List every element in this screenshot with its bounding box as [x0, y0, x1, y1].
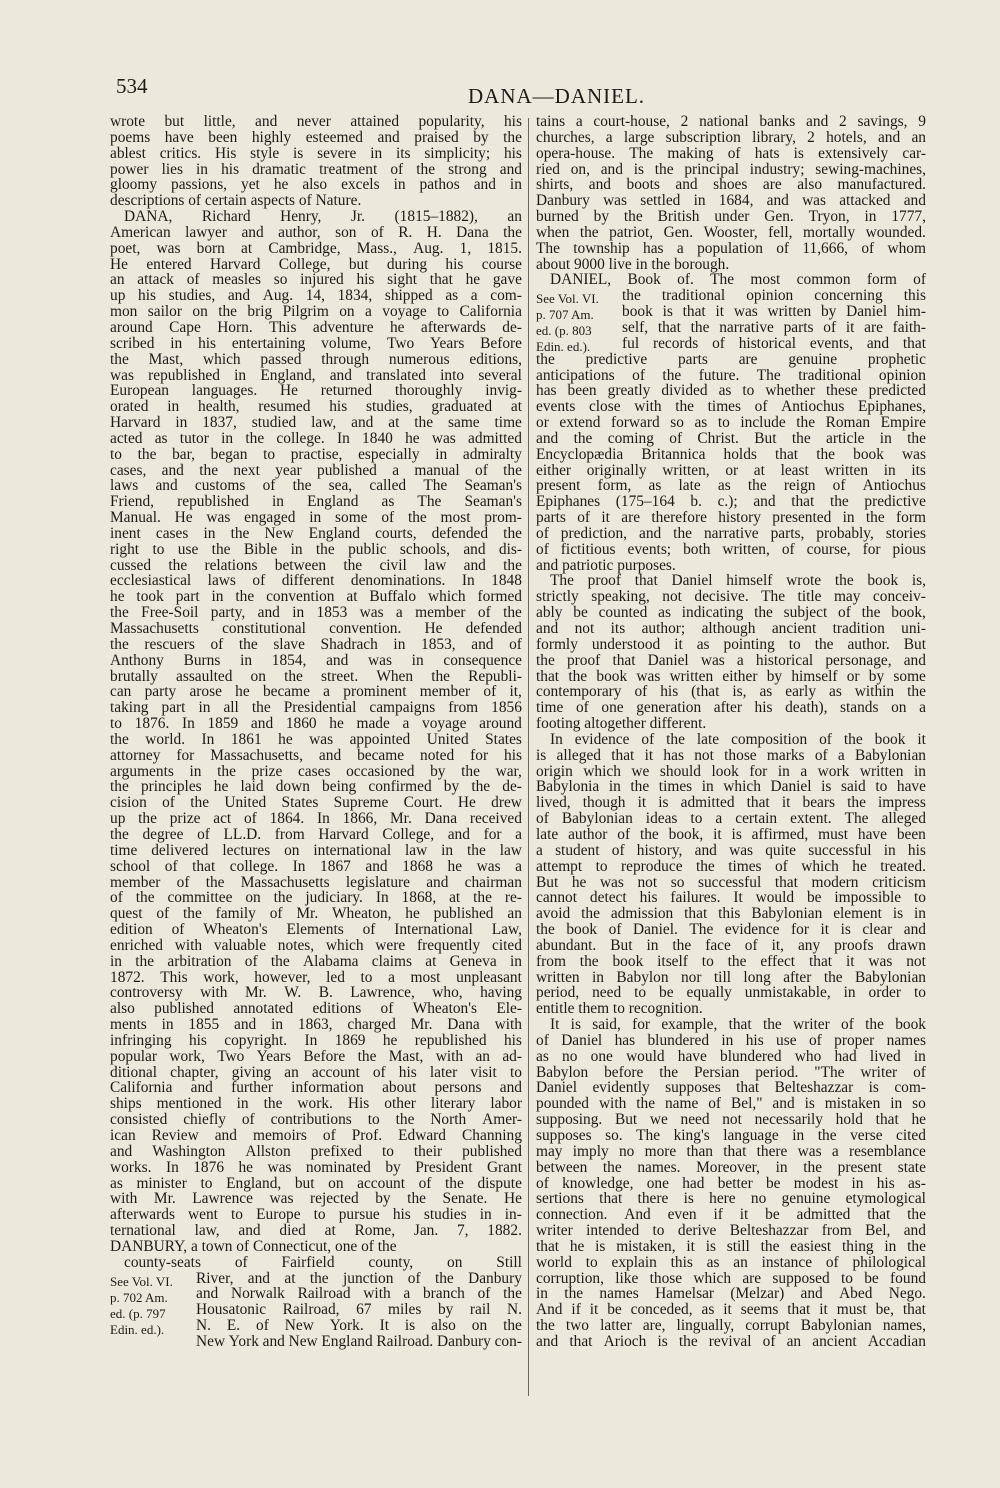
text-line: ful records of historical events, and that: [622, 334, 926, 352]
text-line: Epiphanes (175–164 b. c.); and that the predictive: [536, 493, 926, 511]
text-line: Babylon before the Persian period. "The writer of: [536, 1063, 926, 1081]
text-line: is alleged that it has not those marks of a Babylonian: [536, 746, 926, 764]
text-line: American lawyer and author, son of R. H. Dana the: [110, 223, 522, 241]
text-line: contemporary of his (that is, as early as within the: [536, 683, 926, 701]
text-line: also published annotated editions of Wheaton's Ele-: [110, 1000, 522, 1018]
text-line: an attack of measles so injured his sight that he gave: [110, 271, 522, 289]
text-line: that the book was written either by himself or by some: [536, 667, 926, 685]
text-line: Encyclopædia Britannica holds that the book was: [536, 445, 926, 463]
text-line: opera-house. The making of hats is extensively car-: [536, 144, 926, 162]
text-line: ternational law, and died at Rome, Jan. 7, 1882.: [110, 1222, 522, 1240]
text-line: and Norwalk Railroad with a branch of the: [196, 1285, 522, 1303]
text-line: supposing. But we need not necessarily hold that he: [536, 1111, 926, 1129]
text-line: Massachusetts constitutional convention. He defended: [110, 620, 522, 637]
text-line: churches, a large subscription library, 2 hotels, and an: [536, 128, 926, 146]
text-line: ican Review and memoirs of Prof. Edward Channing: [110, 1127, 522, 1144]
text-line: writer intended to derive Belteshazzar from Bel, and: [536, 1222, 926, 1240]
text-line: pounded with the name of Bel," and is mistaken in so: [536, 1095, 926, 1113]
text-line: The township has a population of 11,666, of whom: [536, 239, 926, 257]
text-line: footing altogether different.: [536, 715, 707, 733]
text-line: of the committee on the judiciary. In 1868, at the re-: [110, 889, 522, 907]
text-line: DANA, Richard Henry, Jr. (1815–1882), an: [124, 208, 522, 226]
text-line: late author of the book, it is affirmed, must have been: [536, 825, 926, 843]
sidenote-line: ed. (p. 797: [110, 1305, 166, 1321]
text-line: quest of the family of Mr. Wheaton, he published an: [110, 905, 522, 923]
text-line: cases, and the next year published a manual of the: [110, 461, 522, 479]
text-line: DANIEL, Book of. The most common form of: [550, 271, 926, 289]
text-line: school of that college. In 1867 and 1868 he was a: [110, 857, 522, 875]
text-line: the proof that Daniel was a historical personage, and: [536, 651, 926, 669]
text-line: formly understood it as pointing to the author. But: [536, 635, 926, 653]
text-line: cannot detect his failures. It would be impossible to: [536, 889, 926, 907]
text-line: And if it be conceded, as it seems that it must be, that: [536, 1301, 926, 1319]
text-line: anticipations of the future. The traditional opinion: [536, 366, 926, 384]
text-line: tains a court-house, 2 national banks and 2 savings, 9: [536, 113, 926, 130]
text-line: laws and customs of the sea, called The Seaman's: [110, 477, 522, 495]
text-line: and Washington Allston prefixed to their published: [110, 1142, 522, 1160]
text-line: controversy with Mr. W. B. Lawrence, who, having: [110, 984, 522, 1002]
text-line: the traditional opinion concerning this: [622, 287, 926, 305]
text-line: Daniel evidently supposes that Belteshazzar is com-: [536, 1079, 926, 1097]
text-line: But he was not so successful that modern criticism: [536, 873, 926, 891]
text-line: ecclesiastical laws of different denominations. In 1848: [110, 572, 522, 590]
text-line: and patriotic purposes.: [536, 556, 676, 574]
text-line: Danbury was settled in 1684, and was attacked and: [536, 192, 926, 210]
text-line: the world. In 1861 he was appointed United States: [110, 730, 522, 748]
text-line: of knowledge, one had better be modest in his as-: [536, 1174, 926, 1192]
text-line: avoid the admission that this Babylonian element is in: [536, 905, 926, 923]
text-line: Anthony Burns in 1854, and was in consequence: [110, 651, 522, 669]
text-line: corruption, like those which are supposed to be found: [536, 1269, 926, 1287]
text-line: of Daniel has blundered in his use of proper names: [536, 1031, 926, 1049]
text-line: attempt to reproduce the times of which he treated.: [536, 857, 926, 875]
sidenote-line: Edin. ed.).: [110, 1321, 165, 1337]
page-number: 534: [116, 74, 148, 98]
running-head: DANA—DANIEL.: [468, 84, 646, 108]
text-line: he took part in the convention at Buffalo which formed: [110, 588, 522, 606]
text-line: In evidence of the late composition of the book it: [550, 730, 926, 748]
text-line: the Free-Soil party, and in 1853 was a member of the: [110, 604, 522, 622]
text-line: or extend forward so as to include the Roman Empire: [536, 414, 926, 432]
text-line: as minister to England, but on account of the dispute: [110, 1174, 522, 1192]
text-line: with Mr. Lawrence was rejected by the Senate. He: [110, 1190, 522, 1208]
text-line: a student of history, and was quite successful in his: [536, 841, 926, 859]
text-line: orated in health, resumed his studies, graduated at: [110, 398, 522, 416]
text-line: that he is mistaken, it is still the easiest thing in the: [536, 1237, 926, 1255]
text-line: present form, as late as the reign of Antiochus: [536, 477, 926, 495]
text-line: of Babylonian ideas to a certain extent. The alleged: [536, 810, 926, 828]
sidenote-line: p. 707 Am.: [536, 307, 594, 323]
sidenote-reference: [536, 291, 599, 354]
text-line: ablest critics. His style is severe in its simplicity; his: [110, 144, 522, 162]
text-line: ably be counted as indicating the subject of the book,: [536, 604, 926, 622]
text-line: Housatonic Railroad, 67 miles by rail N.: [196, 1301, 522, 1319]
text-line: origin which we should look for in a work written in: [536, 762, 926, 780]
text-line: descriptions of certain aspects of Nature.: [110, 192, 362, 210]
text-line: events close with the times of Antiochus Epiphanes,: [536, 398, 926, 416]
sidenote-line: See Vol. VI.: [110, 1274, 173, 1290]
text-line: has been greatly divided as to whether these predicted: [536, 382, 926, 400]
text-line: cision of the United States Supreme Court. He drew: [110, 794, 522, 812]
text-line: infringing his copyright. In 1869 he republished his: [110, 1031, 522, 1049]
text-line: member of the Massachusetts legislature and chairman: [110, 873, 522, 891]
text-line: arguments in the prize cases occasioned by the war,: [110, 762, 522, 780]
text-line: between the names. Moreover, in the present state: [536, 1158, 926, 1176]
text-line: taking part in all the Presidential campaigns from 1856: [110, 699, 522, 717]
text-line: when the patriot, Gen. Wooster, fell, mortally wounded.: [536, 223, 926, 241]
text-line: works. In 1876 he was nominated by President Grant: [110, 1158, 522, 1176]
text-line: poet, was born at Cambridge, Mass., Aug. 1, 1815.: [110, 239, 522, 257]
text-line: connection. And even if it be admitted that the: [536, 1206, 926, 1224]
text-line: cussed the relations between the civil law and the: [110, 556, 522, 574]
text-line: of fictitious events; both written, of course, for pious: [536, 540, 926, 558]
text-line: lived, though it is admitted that it bears the impress: [536, 794, 926, 812]
text-line: around Cape Horn. This adventure he afterwards de-: [110, 318, 522, 336]
sidenote-line: ed. (p. 803: [536, 323, 592, 339]
text-line: in the arbitration of the Alabama claims at Geneva in: [110, 952, 522, 970]
text-line: time delivered lectures on international law in the law: [110, 841, 522, 859]
text-line: written in Babylon nor till long after the Babylonian: [536, 968, 926, 986]
text-line: popular work, Two Years Before the Mast, with an ad-: [110, 1047, 522, 1065]
text-line: to 1876. In 1859 and 1860 he made a voyage around: [110, 715, 522, 733]
text-line: about 9000 live in the borough.: [536, 255, 730, 273]
text-line: scribed in his entertaining volume, Two Years Before: [110, 334, 522, 352]
text-line: gloomy passions, yet he also excels in pathos and in: [110, 176, 522, 194]
text-line: either originally written, or at least written in its: [536, 461, 926, 479]
text-line: the principles he laid down being confirmed by the de-: [110, 778, 522, 796]
text-line: Harvard in 1837, studied law, and at the same time: [110, 414, 522, 432]
text-line: Babylonia in the times in which Daniel is said to have: [536, 778, 926, 796]
text-line: River, and at the junction of the Danbury: [196, 1269, 522, 1287]
text-line: ships mentioned in the work. His other literary labor: [110, 1095, 522, 1113]
sidenote-line: See Vol. VI.: [536, 291, 599, 307]
text-line: strictly speaking, not decisive. The title may conceiv-: [536, 588, 926, 606]
text-line: and that Arioch is the revival of an ancient Accadian: [536, 1332, 926, 1350]
text-line: European languages. He returned thoroughly invig-: [110, 382, 522, 400]
text-line: edition of Wheaton's Elements of International Law,: [110, 921, 522, 939]
text-line: 1872. This work, however, led to a most unpleasant: [110, 968, 522, 986]
text-line: and the coming of Christ. But the article in the: [536, 429, 926, 447]
text-line: ments in 1855 and in 1863, charged Mr. Dana with: [110, 1016, 522, 1034]
text-line: world to explain this as an instance of philological: [536, 1253, 926, 1271]
sidenote-reference: [110, 1274, 173, 1337]
text-line: The proof that Daniel himself wrote the book is,: [550, 572, 926, 590]
sidenote-line: p. 702 Am.: [110, 1289, 168, 1305]
left-column: [110, 114, 522, 1350]
text-line: abundant. But in the face of it, any proofs drawn: [536, 936, 926, 954]
text-line: can party arose he became a prominent member of it,: [110, 683, 522, 701]
text-line: ditional chapter, giving an account of his later visit to: [110, 1063, 522, 1081]
text-line: right to use the Bible in the public schools, and dis-: [110, 540, 522, 558]
text-line: N. E. of New York. It is also on the: [196, 1317, 522, 1335]
text-line: the Mast, which passed through numerous editions,: [110, 350, 522, 368]
text-line: DANBURY, a town of Connecticut, one of the: [110, 1237, 397, 1255]
text-line: and not its author; although ancient tradition uni-: [536, 620, 926, 637]
column-rule: [528, 118, 529, 1396]
text-line: entitle them to recognition.: [536, 1000, 703, 1018]
text-line: brutally assaulted on the street. When the Republi-: [110, 667, 522, 685]
text-line: poems have been highly esteemed and praised by the: [110, 128, 522, 146]
text-line: county-seats of Fairfield county, on Still: [124, 1253, 522, 1271]
text-line: shirts, and boots and shoes are also manufactured.: [536, 176, 926, 194]
text-line: time of one generation after his death), stands on a: [536, 699, 926, 717]
text-line: New York and New England Railroad. Danbury con-: [196, 1332, 522, 1350]
text-line: the degree of LL.D. from Harvard College, and for a: [110, 825, 522, 843]
text-line: parts of it are therefore history presented in the form: [536, 509, 926, 527]
text-line: Manual. He was engaged in some of the most prom-: [110, 509, 522, 527]
text-line: up his studies, and Aug. 14, 1834, shipped as a com-: [110, 287, 522, 305]
text-line: Friend, republished in England as The Seaman's: [110, 493, 522, 511]
text-line: California and further information about persons and: [110, 1079, 522, 1097]
text-line: sertions that there is here no genuine etymological: [536, 1190, 926, 1208]
text-line: was republished in England, and translated into several: [110, 366, 522, 384]
text-line: of prediction, and the narrative parts, probably, stories: [536, 524, 926, 542]
text-line: consisted chiefly of contributions to the North Amer-: [110, 1111, 522, 1129]
text-line: acted as tutor in the college. In 1840 he was admitted: [110, 429, 522, 447]
text-line: burned by the British under Gen. Tryon, in 1777,: [536, 208, 926, 226]
text-line: in the names Hamelsar (Melzar) and Abed Nego.: [536, 1285, 926, 1303]
text-line: may imply no more than that there was a resemblance: [536, 1142, 926, 1160]
right-column: [536, 114, 926, 1350]
text-line: up the prize act of 1864. In 1866, Mr. Dana received: [110, 810, 522, 828]
text-line: the two latter are, lingually, corrupt Babylonian names,: [536, 1317, 926, 1335]
text-line: power lies in his dramatic treatment of the strong and: [110, 160, 522, 178]
text-line: as no one would have blundered who had lived in: [536, 1047, 926, 1065]
text-line: the rescuers of the slave Shadrach in 1853, and of: [110, 635, 522, 653]
text-line: mon sailor on the brig Pilgrim on a voyage to California: [110, 303, 522, 321]
text-line: He entered Harvard College, but during his course: [110, 255, 522, 273]
text-line: self, that the narrative parts of it are faith-: [622, 318, 926, 336]
text-line: attorney for Massachusetts, and became noted for his: [110, 746, 522, 764]
text-line: period, need to be equally unmistakable, in order to: [536, 984, 926, 1002]
text-line: wrote but little, and never attained popularity, his: [110, 113, 522, 130]
text-line: the book of Daniel. The evidence for it is clear and: [536, 921, 926, 939]
text-line: ried on, and is the principal industry; sewing-machines,: [536, 160, 926, 178]
text-line: enriched with valuable notes, which were frequently cited: [110, 936, 522, 954]
text-line: book is that it was written by Daniel him-: [622, 303, 926, 321]
text-line: afterwards went to Europe to pursue his studies in in-: [110, 1206, 522, 1224]
text-line: to the bar, began to practise, especially in admiralty: [110, 445, 522, 463]
sidenote-line: Edin. ed.).: [536, 338, 591, 354]
text-line: supposes so. The king's language in the verse cited: [536, 1127, 926, 1144]
text-line: from the book itself to the effect that it was not: [536, 952, 926, 970]
text-line: It is said, for example, that the writer of the book: [550, 1016, 926, 1034]
text-line: inent cases in the New England courts, defended the: [110, 524, 522, 542]
text-line: the predictive parts are genuine prophetic: [536, 350, 926, 368]
